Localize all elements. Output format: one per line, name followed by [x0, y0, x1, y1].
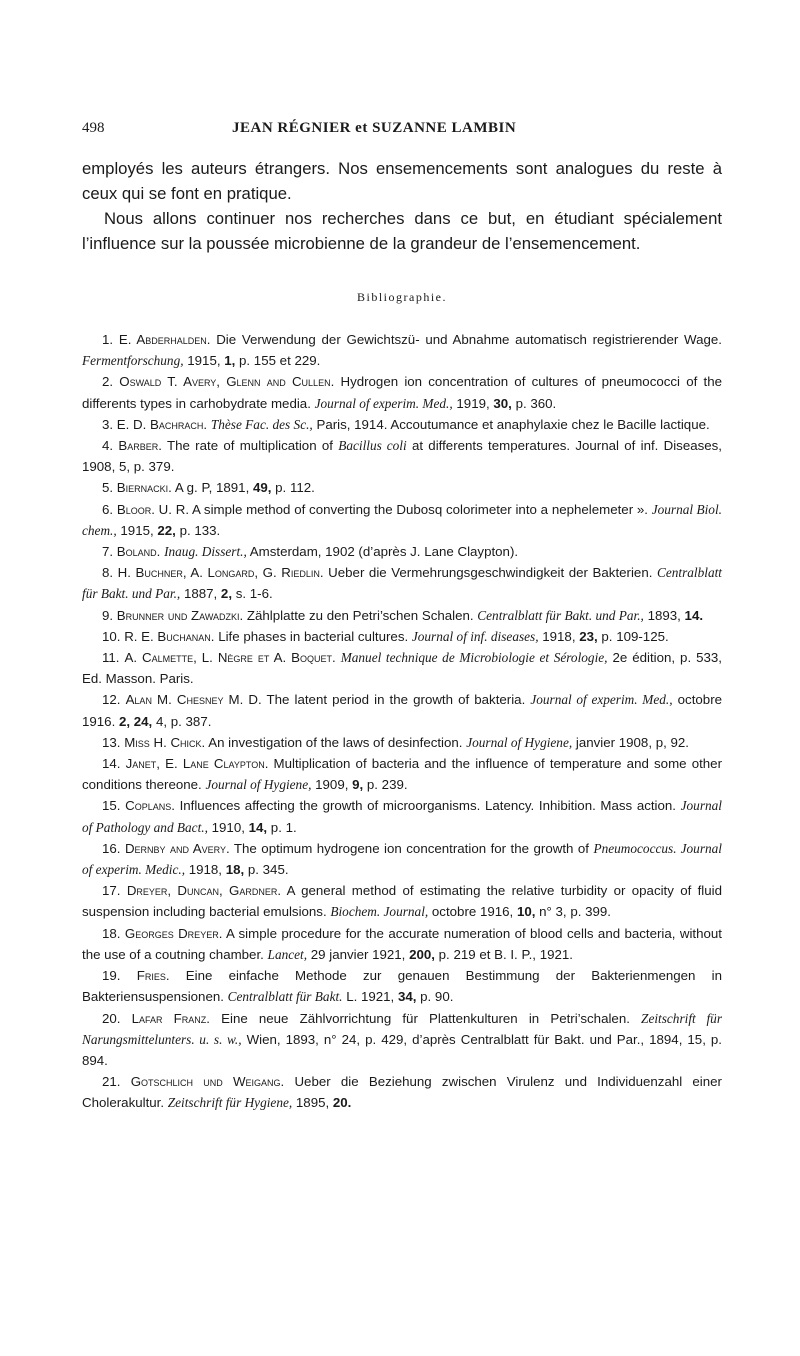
- ref-journal: Zeitschrift für Hygiene,: [167, 1095, 293, 1111]
- reference-item: [82, 689, 722, 731]
- ref-journal: Journal Biol. chem.,: [82, 501, 722, 538]
- ref-number: 2.: [102, 374, 120, 390]
- reference-item: [82, 1008, 722, 1072]
- ref-journal: Centralblatt für Bakt. und Par.,: [477, 607, 644, 623]
- ref-authors: Gotschlich und Weigang.: [130, 1074, 285, 1090]
- ref-journal: Lancet,: [267, 946, 308, 962]
- ref-details: 2e édition, p. 533, Ed. Masson. Paris.: [82, 650, 722, 687]
- ref-number: 14.: [102, 756, 126, 772]
- ref-title: Eine einfache Methode zur genauen Bestimmung der Bakterienmengen in Bakteriensuspensionen.: [82, 968, 722, 1005]
- reference-item: [82, 795, 722, 837]
- ref-details: octobre 1916,: [428, 904, 517, 920]
- bibliography-heading: Bibliographie.: [357, 290, 447, 304]
- ref-number: 6.: [102, 501, 117, 517]
- ref-end: Journal of inf. Diseases, 1908, 5, p. 379.: [82, 438, 723, 475]
- ref-number: 21.: [102, 1074, 131, 1090]
- ref-authors: Dreyer, Duncan, Gardner.: [126, 883, 282, 899]
- ref-authors: Barber.: [118, 438, 162, 454]
- ref-details: Paris, 1914. Accoutumance et anaphylaxie chez le Bacille lactique.: [312, 416, 710, 432]
- ref-title: Zählplatte zu den Petri’schen Schalen.: [243, 607, 478, 623]
- ref-journal: Fermentforschung,: [82, 353, 184, 369]
- ref-number: 8.: [102, 565, 118, 581]
- ref-volume: 20.: [332, 1095, 352, 1111]
- ref-title: Die Verwendung der Gewichtszü- und Abnahme automatisch registrierender Wage.: [210, 332, 722, 347]
- ref-end: p. 239.: [363, 777, 408, 793]
- ref-authors: E. Abderhalden.: [118, 332, 211, 347]
- reference-item: [82, 1071, 722, 1113]
- ref-number: 3.: [102, 416, 117, 432]
- ref-details: Amsterdam, 1902 (d’après J. Lane Claypton).: [246, 544, 519, 560]
- ref-journal: Journal of Hygiene,: [466, 734, 573, 750]
- ref-title: The latent period in the growth of bakteria.: [261, 692, 531, 708]
- ref-title: A g. P, 1891,: [171, 480, 253, 496]
- ref-number: 5.: [102, 480, 117, 496]
- reference-item: [82, 965, 722, 1007]
- ref-journal: Pneumococcus. Journal of experim. Medic.,: [82, 840, 722, 878]
- reference-item: [82, 838, 722, 880]
- ref-volume: 9,: [352, 777, 364, 793]
- ref-details: L. 1921,: [342, 989, 398, 1005]
- ref-title: Ueber die Beziehung zwischen Virulenz und Individuenzahl einer Cholerakultur.: [82, 1074, 722, 1111]
- ref-authors: Boland.: [116, 544, 161, 560]
- ref-journal: Bacillus coli: [338, 438, 407, 454]
- reference-list: [82, 329, 722, 1114]
- ref-title: Eine neue Zählvorrichtung für Plattenkulturen in Petri’schalen.: [209, 1010, 642, 1026]
- ref-title: Multiplication of bacteria and the influence of temperature and some other conditions thereone.: [82, 756, 722, 793]
- ref-journal: Manuel technique de Microbiologie et Sérologie,: [340, 650, 608, 666]
- ref-end: n° 3, p. 399.: [535, 904, 611, 920]
- reference-item: [82, 880, 722, 922]
- ref-details: 1919,: [452, 395, 494, 411]
- ref-authors: Alan M. Chesney M. D.: [125, 692, 262, 708]
- ref-authors: Dernby and Avery.: [124, 840, 230, 856]
- ref-journal: Journal of inf. diseases,: [411, 628, 539, 644]
- ref-authors: Coplans.: [125, 798, 175, 814]
- reference-item: [82, 541, 722, 562]
- ref-volume: 30,: [493, 395, 512, 411]
- page: [82, 120, 722, 1114]
- ref-number: 18.: [102, 925, 125, 941]
- reference-item: [82, 626, 722, 647]
- ref-volume: 23,: [579, 628, 598, 644]
- ref-journal: Thèse Fac. des Sc.,: [210, 416, 313, 432]
- ref-authors: Oswald T. Avery, Glenn and Cullen.: [119, 374, 335, 390]
- ref-volume: 14.: [684, 607, 704, 623]
- reference-item: [82, 647, 722, 689]
- ref-title: Life phases in bacterial cultures.: [214, 628, 412, 644]
- ref-title: Ueber die Vermehrungsgeschwindigkeit der Bakterien.: [323, 565, 657, 581]
- ref-number: 16.: [102, 840, 125, 856]
- ref-number: 17.: [102, 883, 127, 899]
- ref-journal: Centralblatt für Bakt.: [227, 989, 343, 1005]
- ref-number: 20.: [102, 1010, 132, 1026]
- page-number: 498: [82, 120, 105, 136]
- ref-end: p. 155 et 229.: [235, 353, 321, 369]
- ref-volume: 10,: [516, 904, 536, 920]
- ref-journal: Zeitschrift für Narungsmittelunters. u. s. w.,: [82, 1010, 722, 1047]
- ref-details: 1915,: [116, 522, 158, 538]
- ref-volume: 49,: [252, 480, 272, 496]
- ref-details: at differents temperatures.: [406, 438, 576, 454]
- ref-volume: 200,: [409, 946, 435, 962]
- ref-number: 9.: [102, 607, 117, 623]
- ref-details: Wien, 1893, n° 24, p. 429, d’après: [241, 1031, 461, 1047]
- ref-journal: Centralblatt für Bakt. und Par.,: [82, 565, 722, 602]
- ref-details: 1918,: [185, 862, 226, 878]
- ref-title: An investigation of the laws of desinfection.: [205, 734, 467, 750]
- page-header: [82, 120, 722, 144]
- ref-authors: E. D. Bachrach.: [116, 416, 208, 432]
- ref-title: A general method of estimating the relative turbidity or opacity of fluid suspension including bacterial emulsions.: [82, 883, 722, 920]
- ref-title: The optimum hydrogene ion concentration for the growth of: [229, 840, 594, 856]
- ref-number: 4.: [102, 438, 119, 454]
- ref-volume: 14,: [248, 819, 268, 835]
- ref-title: A simple procedure for the accurate numeration of blood cells and bacteria, without the use of a coutning chamber.: [82, 925, 722, 962]
- ref-authors: R. E. Buchanan.: [124, 628, 215, 644]
- ref-number: 15.: [102, 798, 126, 814]
- ref-end: p. 345.: [244, 862, 289, 878]
- ref-end: p. 112.: [271, 480, 315, 496]
- ref-authors: Lafar Franz.: [131, 1010, 210, 1026]
- ref-authors: Miss H. Chick.: [124, 734, 206, 750]
- ref-authors: H. Buchner, A. Longard, G. Riedlin.: [117, 565, 324, 581]
- ref-volume: 2, 24,: [118, 713, 153, 729]
- ref-journal: Inaug. Dissert.,: [164, 544, 247, 560]
- ref-end: p. 109-125.: [597, 628, 669, 644]
- ref-authors: Brunner und Zawadzki.: [116, 607, 244, 623]
- reference-item: [82, 499, 722, 541]
- ref-number: 11.: [102, 650, 125, 666]
- ref-end: 4, p. 387.: [152, 713, 212, 729]
- ref-number: 19.: [102, 968, 137, 984]
- ref-details: octobre 1916.: [82, 692, 723, 729]
- reference-item: [82, 753, 722, 795]
- ref-end: p. 360.: [511, 395, 557, 411]
- ref-end: p. 219 et B. I. P., 1921.: [434, 946, 573, 962]
- ref-journal: Journal of experim. Med.,: [314, 395, 453, 411]
- reference-item: [82, 923, 722, 965]
- reference-item: [82, 562, 722, 604]
- ref-end: s. 1-6.: [232, 586, 273, 602]
- ref-details: 1895,: [292, 1095, 333, 1111]
- ref-number: 10.: [102, 628, 125, 644]
- ref-details: 1909,: [311, 777, 353, 793]
- reference-item: [82, 329, 722, 371]
- ref-authors: Georges Dreyer.: [124, 925, 223, 941]
- ref-volume: 34,: [397, 989, 417, 1005]
- ref-number: 12.: [102, 692, 126, 708]
- ref-journal: Journal of experim. Med.,: [530, 692, 673, 708]
- running-title: JEAN RÉGNIER et SUZANNE LAMBIN: [232, 120, 517, 136]
- paragraph-2: Nous allons continuer nos recherches dans ce but, en étudiant spécialement l’influence sur la poussée microbienne de la grandeur de l’ensemencement.: [82, 209, 722, 253]
- ref-end: p. 90.: [416, 989, 454, 1005]
- ref-details: janvier 1908, p, 92.: [572, 734, 689, 750]
- paragraph-1: employés les auteurs étrangers. Nos ensemencements sont analogues du reste à ceux qui se font en pratique.: [82, 159, 722, 203]
- ref-end: Centralblatt für Bakt. und Par., 1894, 15, p. 894.: [82, 1031, 722, 1068]
- ref-volume: 22,: [157, 522, 176, 538]
- ref-volume: 2,: [220, 586, 233, 602]
- reference-item: [82, 477, 722, 498]
- ref-details: 1918,: [538, 628, 580, 644]
- ref-title: The rate of multiplication of: [161, 438, 339, 454]
- ref-details: 1893,: [643, 607, 685, 623]
- ref-authors: Janet, E. Lane Claypton.: [125, 756, 269, 772]
- ref-authors: Biernacki.: [116, 480, 172, 496]
- ref-title: Influences affecting the growth of microorganisms. Latency. Inhibition. Mass action.: [174, 798, 681, 814]
- ref-number: 13.: [102, 734, 125, 750]
- ref-details: 1915,: [183, 353, 225, 369]
- ref-journal: Biochem. Journal,: [330, 904, 429, 920]
- ref-authors: A. Calmette, L. Nègre et A. Boquet.: [124, 650, 336, 666]
- ref-journal: Journal of Hygiene,: [205, 777, 312, 793]
- ref-details: 29 janvier 1921,: [307, 946, 410, 962]
- ref-details: 1887,: [180, 586, 221, 602]
- ref-journal: Journal of Pathology and Bact.,: [82, 798, 722, 835]
- reference-item: [82, 371, 722, 413]
- ref-details: 1910,: [207, 819, 249, 835]
- ref-number: 7.: [102, 544, 117, 560]
- ref-volume: 18,: [225, 862, 245, 878]
- ref-title: A simple method of converting the Dubosq colorimeter into a nephelemeter ».: [189, 501, 652, 517]
- ref-volume: 1,: [224, 353, 236, 369]
- ref-end: p. 1.: [267, 819, 297, 835]
- reference-item: [82, 435, 722, 477]
- ref-title: Hydrogen ion concentration of cultures of pneumococci of the differents types in carhobydrate media.: [82, 374, 722, 411]
- ref-number: 1.: [102, 332, 119, 347]
- reference-item: [82, 414, 722, 435]
- reference-item: [82, 732, 722, 753]
- reference-item: [82, 605, 722, 626]
- ref-authors: Fries.: [136, 968, 170, 984]
- ref-authors: Bloor. U. R.: [116, 501, 190, 517]
- ref-end: p. 133.: [175, 522, 221, 538]
